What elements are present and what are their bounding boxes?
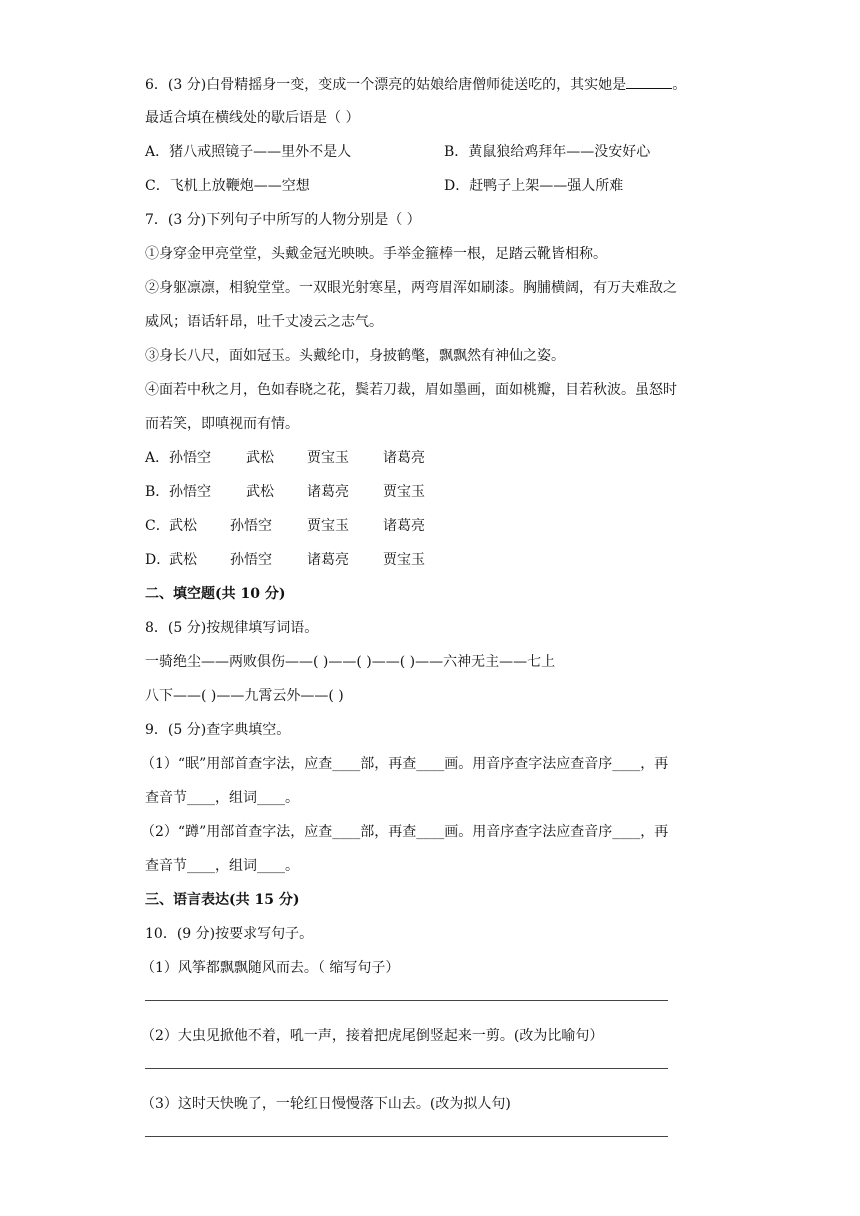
option-name: 贾宝玉: [383, 484, 425, 500]
q10-part3-answer-line[interactable]: [145, 1136, 668, 1137]
q6-option-b[interactable]: B．黄鼠狼给鸡拜年——没安好心: [444, 144, 651, 160]
option-name: 诸葛亮: [383, 518, 425, 534]
option-name: 贾宝玉: [307, 450, 349, 466]
q9-part1-line2[interactable]: 查音节____，组词____。: [145, 790, 299, 806]
q6-option-a[interactable]: A．猪八戒照镜子——里外不是人: [145, 144, 352, 160]
q10-part3: （3）这时天快晚了，一轮红日慢慢落下山去。(改为拟人句): [141, 1096, 511, 1112]
option-name: 武松: [246, 484, 274, 500]
q10-stem: 10．(9 分)按要求写句子。: [145, 926, 314, 942]
q6-stem-end: 。: [672, 77, 687, 93]
q8-sequence-line1[interactable]: 一骑绝尘——两败俱伤——( )——( )——( )——六神无主——七上: [145, 654, 556, 670]
option-name: 武松: [169, 552, 197, 568]
q7-sentence-1: ①身穿金甲亮堂堂，头戴金冠光映映。手举金箍棒一根，足踏云靴皆相称。: [145, 246, 607, 262]
option-name: 武松: [246, 450, 274, 466]
q7-sentence-3: ③身长八尺，面如冠玉。头戴纶巾，身披鹤氅，飘飘然有神仙之姿。: [145, 348, 565, 364]
q9-part2-line1[interactable]: （2）“蹲”用部首查字法，应查____部，再查____画。用音序查字法应查音序____，再: [141, 824, 669, 840]
option-name: 孙悟空: [169, 484, 211, 500]
q7-option-a[interactable]: [145, 448, 425, 468]
q6-stem-line2: 最适合填在横线处的歇后语是（ ）: [145, 110, 360, 126]
q10-part1-answer-line[interactable]: [145, 1000, 668, 1001]
option-letter: D．: [145, 552, 171, 568]
option-letter: B．: [145, 484, 170, 500]
q10-part1: （1）风筝都飘飘随风而去。（ 缩写句子）: [141, 960, 400, 976]
q7-option-b[interactable]: [145, 482, 425, 502]
option-name: 贾宝玉: [383, 552, 425, 568]
q7-sentence-4-line2: 而若笑，即嗔视而有情。: [145, 416, 299, 432]
section-heading-fill-in: 二、填空题(共 10 分): [145, 586, 286, 602]
q7-option-c[interactable]: [145, 516, 425, 536]
option-name: 诸葛亮: [307, 484, 349, 500]
q6-option-c[interactable]: C．飞机上放鞭炮——空想: [145, 178, 310, 194]
q8-stem: 8．(5 分)按规律填写词语。: [145, 620, 319, 636]
q9-part1-line1[interactable]: （1）“眠”用部首查字法，应查____部，再查____画。用音序查字法应查音序____，再: [141, 756, 669, 772]
q7-sentence-2-line2: 威风；语话轩昂，吐千丈凌云之志气。: [145, 314, 383, 330]
q6-option-d[interactable]: D．赶鸭子上架——强人所难: [444, 178, 624, 194]
q6-stem-text: 6．(3 分)白骨精摇身一变，变成一个漂亮的姑娘给唐僧师徒送吃的，其实她是: [145, 77, 627, 93]
option-name: 孙悟空: [169, 450, 211, 466]
option-letter: C．: [145, 518, 170, 534]
q7-sentence-4-line1: ④面若中秋之月，色如春晓之花，鬓若刀裁，眉如墨画，面如桃瓣，目若秋波。虽怒时: [145, 382, 677, 398]
option-letter: A．: [145, 450, 170, 466]
option-name: 武松: [169, 518, 197, 534]
q7-option-d[interactable]: [145, 550, 425, 570]
option-name: 孙悟空: [230, 552, 272, 568]
q10-part2-answer-line[interactable]: [145, 1068, 668, 1069]
q8-sequence-line2[interactable]: 八下——( )——九霄云外——( ): [145, 688, 344, 704]
q10-part2: （2）大虫见掀他不着，吼一声，接着把虎尾倒竖起来一剪。(改为比喻句）: [141, 1028, 604, 1044]
option-name: 孙悟空: [230, 518, 272, 534]
section-heading-language-expression: 三、语言表达(共 15 分): [145, 892, 300, 908]
q9-part2-line2[interactable]: 查音节____，组词____。: [145, 858, 299, 874]
q7-stem: 7．(3 分)下列句子中所写的人物分别是（ ）: [145, 212, 421, 228]
q6-answer-blank[interactable]: [626, 74, 672, 89]
option-name: 贾宝玉: [307, 518, 349, 534]
q6-stem-line1: [145, 74, 686, 95]
option-name: 诸葛亮: [307, 552, 349, 568]
q9-stem: 9．(5 分)查字典填空。: [145, 722, 291, 738]
q7-sentence-2-line1: ②身躯凛凛，相貌堂堂。一双眼光射寒星，两弯眉浑如刷漆。胸脯横阔，有万夫难敌之: [145, 280, 677, 296]
option-name: 诸葛亮: [383, 450, 425, 466]
